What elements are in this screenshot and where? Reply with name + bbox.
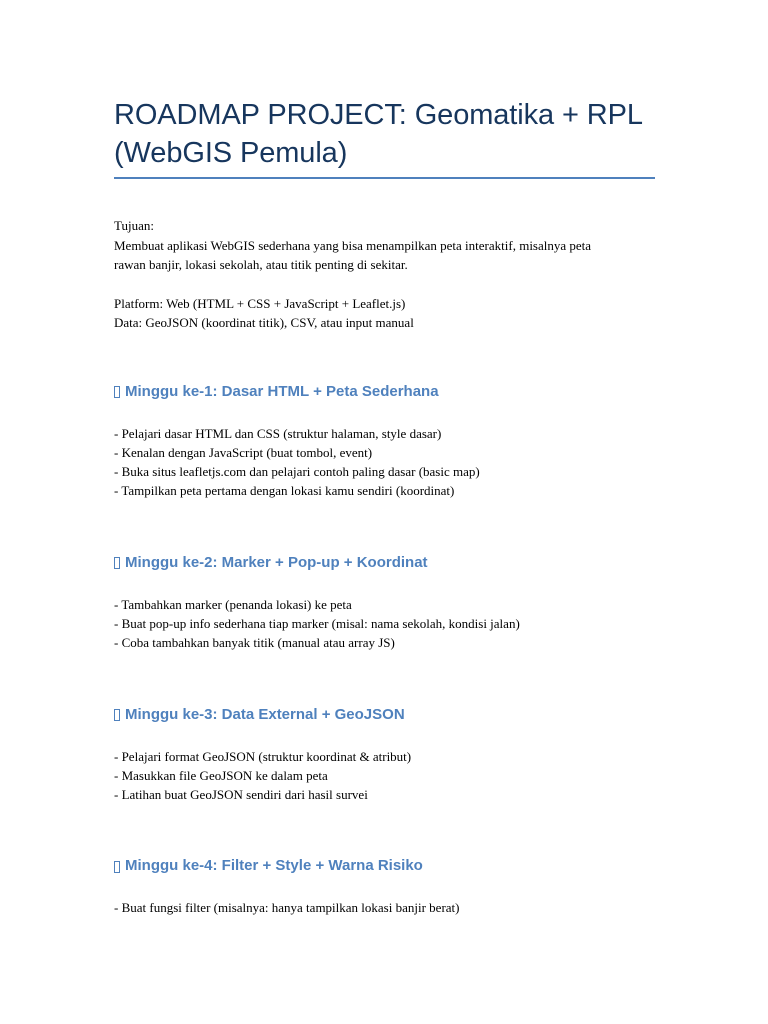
missing-glyph-icon bbox=[114, 557, 120, 569]
list-item: - Pelajari format GeoJSON (struktur koordinat & atribut) bbox=[114, 748, 412, 764]
week-3-heading bbox=[114, 705, 655, 725]
title-line-2: (WebGIS Pemula) bbox=[114, 137, 348, 169]
list-item: - Latihan buat GeoJSON sendiri dari hasil survei bbox=[114, 787, 368, 803]
week-1-heading-text: Minggu ke-1: Dasar HTML + Peta Sederhana bbox=[125, 382, 439, 400]
missing-glyph-icon bbox=[114, 386, 120, 398]
goal-text-line-1: Membuat aplikasi WebGIS sederhana yang bisa menampilkan peta interaktif, misalnya peta bbox=[114, 237, 592, 253]
week-2-section bbox=[114, 553, 655, 653]
platform-text: Platform: Web (HTML + CSS + JavaScript + Leaflet.js) bbox=[114, 295, 406, 311]
week-1-section bbox=[114, 382, 655, 501]
week-1-heading bbox=[114, 382, 655, 402]
list-item: - Buat fungsi filter (misalnya: hanya tampilkan lokasi banjir berat) bbox=[114, 900, 460, 916]
list-item: - Kenalan dengan JavaScript (buat tombol, event) bbox=[114, 444, 373, 460]
week-4-list bbox=[114, 898, 655, 917]
week-1-list bbox=[114, 424, 655, 501]
week-2-heading bbox=[114, 553, 655, 573]
list-item: - Buka situs leafletjs.com dan pelajari contoh paling dasar (basic map) bbox=[114, 464, 480, 480]
document-title bbox=[114, 0, 655, 172]
week-4-heading bbox=[114, 856, 655, 876]
missing-glyph-icon bbox=[114, 861, 120, 873]
intro-paragraph bbox=[114, 216, 655, 333]
list-item: - Coba tambahkan banyak titik (manual atau array JS) bbox=[114, 635, 395, 651]
list-item: - Tambahkan marker (penanda lokasi) ke peta bbox=[114, 596, 352, 612]
week-4-section bbox=[114, 856, 655, 917]
title-line-1: ROADMAP PROJECT: Geomatika + RPL bbox=[114, 99, 643, 131]
list-item: - Tampilkan peta pertama dengan lokasi kamu sendiri (koordinat) bbox=[114, 483, 455, 499]
missing-glyph-icon bbox=[114, 709, 120, 721]
list-item: - Masukkan file GeoJSON ke dalam peta bbox=[114, 767, 328, 783]
week-3-list bbox=[114, 747, 655, 805]
week-3-section bbox=[114, 705, 655, 805]
week-2-heading-text: Minggu ke-2: Marker + Pop-up + Koordinat bbox=[125, 553, 428, 571]
list-item: - Buat pop-up info sederhana tiap marker (misal: nama sekolah, kondisi jalan) bbox=[114, 615, 520, 631]
week-4-heading-text: Minggu ke-4: Filter + Style + Warna Risiko bbox=[125, 857, 423, 875]
data-text: Data: GeoJSON (koordinat titik), CSV, atau input manual bbox=[114, 315, 414, 330]
goal-text-line-2: rawan banjir, lokasi sekolah, atau titik penting di sekitar. bbox=[114, 257, 408, 272]
list-item: - Pelajari dasar HTML dan CSS (struktur halaman, style dasar) bbox=[114, 425, 442, 441]
week-3-heading-text: Minggu ke-3: Data External + GeoJSON bbox=[125, 705, 405, 723]
document-page bbox=[114, 0, 655, 918]
title-underline bbox=[114, 177, 655, 179]
week-2-list bbox=[114, 595, 655, 653]
goal-label: Tujuan: bbox=[114, 218, 154, 233]
